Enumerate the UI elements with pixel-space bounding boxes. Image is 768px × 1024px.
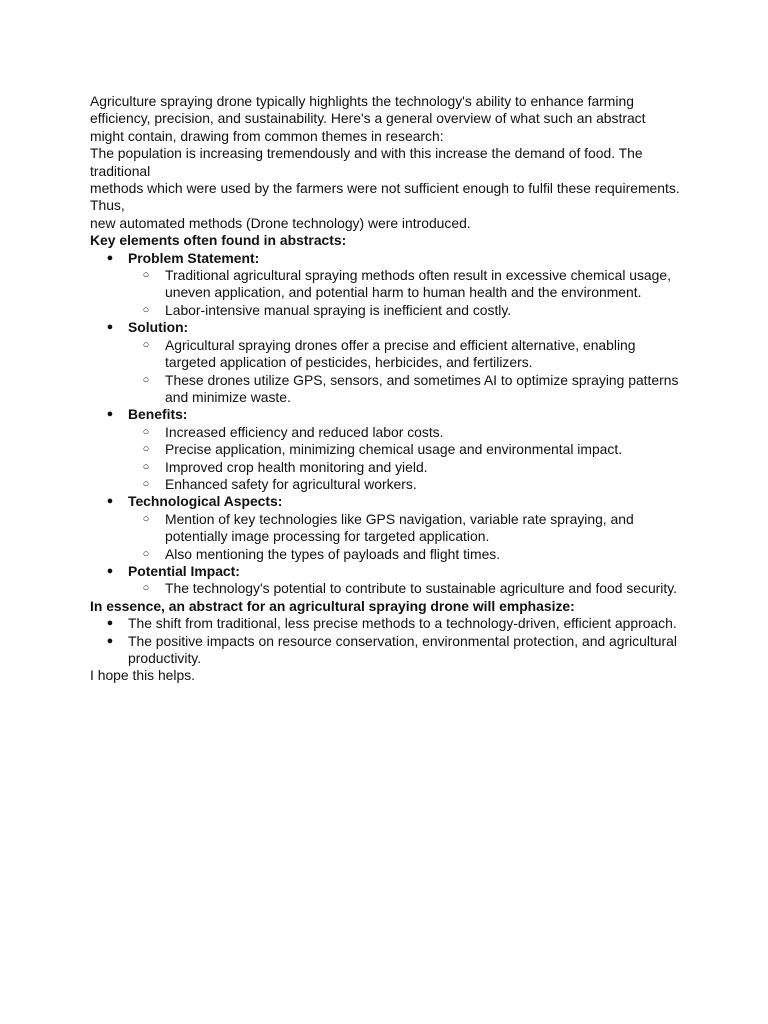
filled-bullet-icon: ●: [106, 495, 114, 508]
intro-line-3: might contain, drawing from common themes in research:: [90, 127, 444, 144]
intro-line-7: Thus,: [90, 197, 125, 214]
list-item-text: Traditional agricultural spraying methods often result in excessive chemical usage, uneven application, and potential harm to human health and the environment.: [165, 267, 671, 301]
hollow-bullet-icon: ○: [142, 460, 150, 473]
filled-bullet-icon: ●: [106, 617, 114, 630]
hollow-bullet-icon: ○: [142, 373, 150, 386]
essence-heading: In essence, an abstract for an agricultural spraying drone will emphasize:: [90, 597, 575, 614]
list-item: [90, 459, 690, 476]
hollow-bullet-icon: ○: [142, 303, 150, 316]
filled-bullet-icon: ●: [106, 564, 114, 577]
list-item: [90, 441, 690, 458]
section-title: Problem Statement:: [128, 249, 260, 266]
intro-line-1: Agriculture spraying drone typically highlights the technology's ability to enhance farming: [90, 93, 634, 109]
intro-line-4: The population is increasing tremendously and with this increase the demand of food. The: [90, 145, 643, 162]
closing-line: I hope this helps.: [90, 667, 196, 684]
list-item-text: Precise application, minimizing chemical usage and environmental impact.: [165, 441, 623, 458]
section-technological-aspects: [90, 493, 690, 510]
key-elements-heading: Key elements often found in abstracts:: [90, 232, 347, 249]
essence-item-text: The positive impacts on resource conservation, environmental protection, and agricultural productivity.: [128, 632, 677, 666]
hollow-bullet-icon: ○: [142, 547, 150, 560]
list-item: [90, 580, 690, 597]
section-problem-statement: [90, 250, 690, 267]
list-item: [90, 511, 690, 546]
list-item: [90, 424, 690, 441]
intro-line-8: new automated methods (Drone technology) were introduced.: [90, 214, 471, 231]
list-item-text: Labor-intensive manual spraying is inefficient and costly.: [165, 301, 512, 318]
filled-bullet-icon: ●: [106, 408, 114, 421]
section-potential-impact: [90, 563, 690, 580]
list-item-text: Also mentioning the types of payloads and flight times.: [165, 545, 501, 562]
essence-item: [90, 633, 690, 668]
list-item: [90, 476, 690, 493]
intro-line-6: methods which were used by the farmers were not sufficient enough to fulfil these requirements.: [90, 180, 680, 197]
filled-bullet-icon: ●: [106, 321, 114, 334]
hollow-bullet-icon: ○: [142, 269, 150, 282]
list-item-text: Agricultural spraying drones offer a precise and efficient alternative, enabling targeted application of pesticides, herbicides, and fertilizers.: [165, 336, 636, 371]
hollow-bullet-icon: ○: [142, 425, 150, 438]
essence-item-text: The shift from traditional, less precise methods to a technology-driven, efficient approach.: [128, 615, 677, 632]
hollow-bullet-icon: ○: [142, 477, 150, 490]
list-item: [90, 302, 690, 319]
section-benefits: [90, 406, 690, 423]
list-item-text: The technology's potential to contribute to sustainable agriculture and food security.: [165, 580, 678, 597]
list-item: [90, 337, 690, 372]
list-item-text: Enhanced safety for agricultural workers.: [165, 475, 417, 492]
section-title: Technological Aspects:: [128, 493, 283, 510]
list-item: [90, 546, 690, 563]
list-item-text: These drones utilize GPS, sensors, and sometimes AI to optimize spraying patterns and minimize waste.: [165, 371, 679, 405]
filled-bullet-icon: ●: [106, 634, 114, 647]
essence-item: [90, 615, 690, 632]
list-item: [90, 372, 690, 407]
section-title: Benefits:: [128, 406, 188, 423]
list-item-text: Mention of key technologies like GPS navigation, variable rate spraying, and potentially image processing for targeted application.: [165, 510, 634, 545]
section-title: Solution:: [128, 319, 189, 336]
hollow-bullet-icon: ○: [142, 338, 150, 351]
hollow-bullet-icon: ○: [142, 512, 150, 525]
section-solution: [90, 319, 690, 336]
filled-bullet-icon: ●: [106, 251, 114, 264]
document-body: [90, 93, 690, 685]
intro-line-2: efficiency, precision, and sustainability. Here's a general overview of what such an abstract: [90, 110, 646, 127]
section-title: Potential Impact:: [128, 562, 240, 579]
intro-line-5: traditional: [90, 162, 151, 179]
hollow-bullet-icon: ○: [142, 443, 150, 456]
hollow-bullet-icon: ○: [142, 582, 150, 595]
list-item-text: Increased efficiency and reduced labor costs.: [165, 423, 444, 440]
list-item: [90, 267, 690, 302]
list-item-text: Improved crop health monitoring and yield.: [165, 458, 428, 475]
